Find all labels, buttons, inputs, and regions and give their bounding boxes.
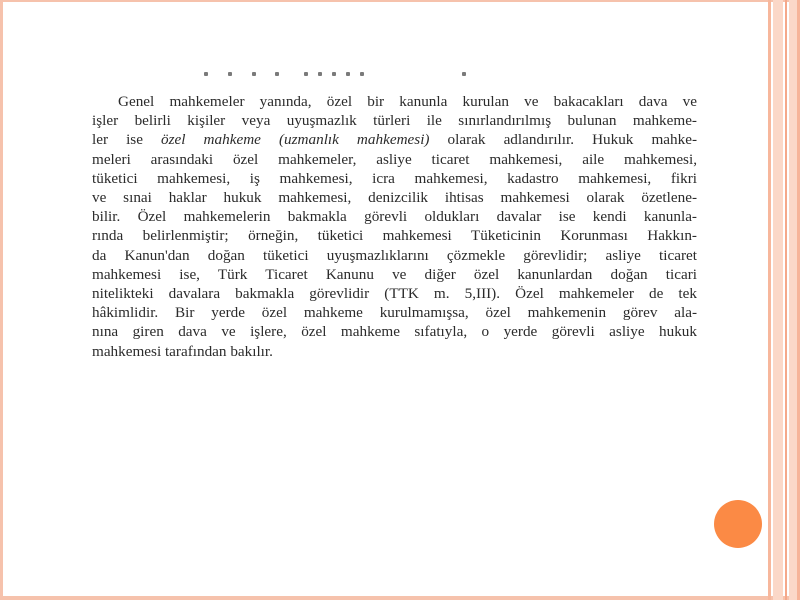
line-text: hâkimlidir. Bir yerde özel mahkeme kurulmamışsa, özel mahkemenin görev ala- — [92, 304, 697, 322]
paragraph-line — [92, 111, 697, 130]
paragraph-line — [92, 246, 697, 265]
paragraph-line — [92, 207, 697, 226]
slide-frame-left — [0, 0, 3, 600]
side-stripe — [773, 0, 783, 600]
emphasized-term: özel mahkeme (uzmanlık mahkemesi) — [161, 131, 430, 149]
side-stripe — [789, 0, 797, 600]
line-text: da Kanun'dan doğan tüketici uyuşmazlıklarını çözmekle görevlidir; asliye ticaret — [92, 246, 697, 264]
paragraph-line — [92, 265, 697, 284]
side-stripe — [768, 0, 771, 600]
line-text: Genel mahkemeler yanında, özel bir kanunla kurulan ve bakacakları dava ve — [118, 93, 697, 110]
side-stripe — [785, 0, 787, 600]
paragraph-line — [92, 303, 697, 322]
paragraph-line — [92, 169, 697, 188]
paragraph-line — [92, 188, 697, 207]
line-text: nına giren dava ve işlere, özel mahkeme sıfatıyla, o yerde görevli asliye hukuk — [92, 323, 697, 341]
line-text: mahkemesi ise, Türk Ticaret Kanunu ve diğer özel kanunlardan doğan ticari — [92, 265, 697, 283]
line-text: olarak adlandırılır. Hukuk mahke- — [429, 131, 698, 149]
line-text: bilir. Özel mahkemelerin bakmakla görevli oldukları davalar ise kendi kanunla- — [92, 208, 697, 226]
slide-frame-bottom — [0, 596, 800, 600]
slide-frame-top — [0, 0, 800, 2]
line-text: mahkemesi tarafından bakılır. — [92, 342, 273, 360]
line-text: meleri arasındaki özel mahkemeler, asliye ticaret mahkemesi, aile mahkemesi, — [92, 150, 697, 168]
line-text: ve sınai haklar hukuk mahkemesi, denizcilik ihtisas mahkemesi olarak özetlene- — [92, 189, 697, 207]
body-paragraph — [92, 92, 697, 361]
paragraph-line — [92, 284, 697, 303]
paragraph-line — [92, 92, 697, 111]
paragraph-line — [92, 150, 697, 169]
accent-circle — [714, 500, 762, 548]
line-text: ler ise — [92, 131, 162, 149]
line-text: işler belirli kişiler veya uyuşmazlık türleri ile sınırlandırılmış bulunan mahkeme- — [92, 112, 697, 130]
paragraph-line — [92, 226, 697, 245]
paragraph-line — [92, 342, 697, 361]
line-text: nitelikteki davalara bakmakla görevlidir (TTK m. 5,III). Özel mahkemeler de tek — [92, 285, 697, 303]
cropped-previous-line — [200, 72, 500, 76]
line-text: rında belirlenmiştir; örneğin, tüketici mahkemesi Tüketicinin Korunması Hakkın- — [92, 227, 697, 245]
paragraph-line — [92, 322, 697, 341]
paragraph-line — [92, 130, 697, 149]
line-text: tüketici mahkemesi, iş mahkemesi, icra mahkemesi, kadastro mahkemesi, fikri — [92, 169, 697, 187]
